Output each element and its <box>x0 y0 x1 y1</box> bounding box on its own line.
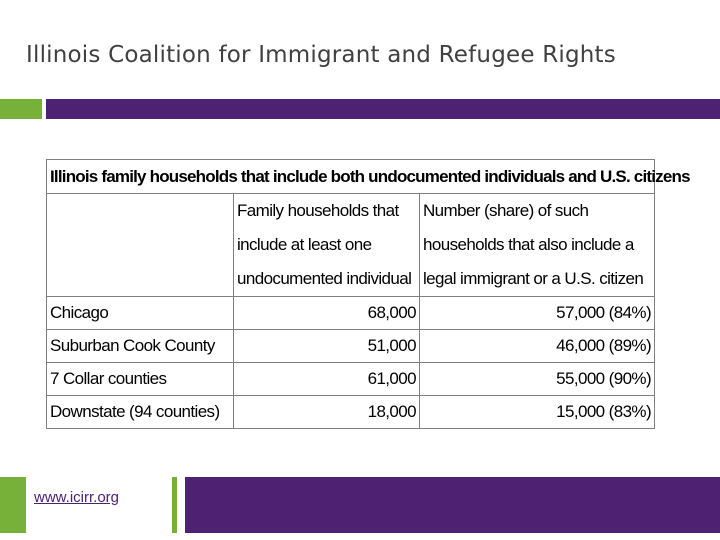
table-row <box>47 396 655 429</box>
cell-households: 68,000 <box>234 297 420 330</box>
cell-share: 15,000 (83%) <box>420 396 655 429</box>
table-row <box>47 297 655 330</box>
header-share <box>420 194 655 297</box>
cell-region: Suburban Cook County <box>47 330 234 363</box>
accent-bar-purple-bottom <box>185 477 720 533</box>
cell-households: 51,000 <box>234 330 420 363</box>
slide-title: Illinois Coalition for Immigrant and Refugee Rights <box>26 42 616 68</box>
cell-region: 7 Collar counties <box>47 363 234 396</box>
table-row <box>47 330 655 363</box>
header-households-line: Family households that <box>237 201 399 220</box>
header-region <box>47 194 234 297</box>
cell-households: 61,000 <box>234 363 420 396</box>
table-caption: Illinois family households that include both undocumented individuals and U.S. citizens <box>47 160 655 194</box>
cell-households: 18,000 <box>234 396 420 429</box>
table-row <box>47 363 655 396</box>
households-table-container <box>46 159 690 429</box>
header-share-line: households that also include a <box>423 235 634 254</box>
cell-share: 46,000 (89%) <box>420 330 655 363</box>
cell-region: Downstate (94 counties) <box>47 396 234 429</box>
header-households-line: include at least one <box>237 235 372 254</box>
accent-bar-purple-top <box>46 99 720 119</box>
accent-bar-green-top <box>0 99 42 119</box>
website-link[interactable]: www.icirr.org <box>34 489 120 506</box>
header-share-line: Number (share) of such <box>423 201 589 220</box>
cell-region: Chicago <box>47 297 234 330</box>
table-header-row <box>47 194 655 297</box>
header-households <box>234 194 420 297</box>
cell-share: 57,000 (84%) <box>420 297 655 330</box>
header-households-line: undocumented individual <box>237 269 412 288</box>
header-share-line: legal immigrant or a U.S. citizen <box>423 269 644 288</box>
households-table <box>46 159 690 429</box>
cell-share: 55,000 (90%) <box>420 363 655 396</box>
